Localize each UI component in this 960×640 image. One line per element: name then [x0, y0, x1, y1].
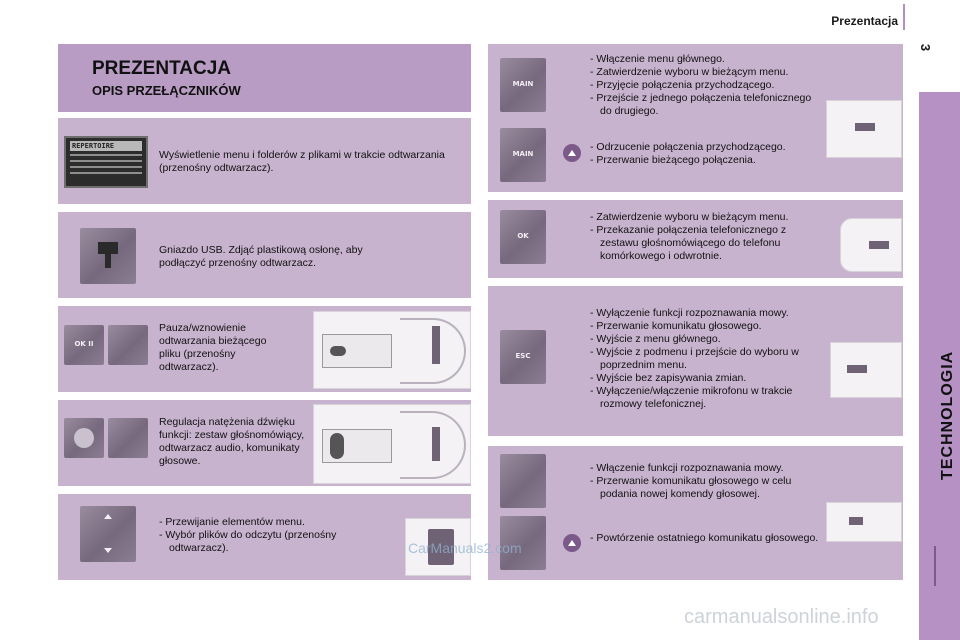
list-item: - Włączenie funkcji rozpoznawania mowy. [590, 462, 820, 475]
watermark-center: CarManuals2.com [408, 540, 522, 556]
scroll-description [159, 516, 389, 555]
voice-description-b [590, 532, 820, 545]
volume-diagram [313, 404, 471, 484]
pause-description: Pauza/wznowienie odtwarzania bieżącego pliku (przenośny odtwarzacz). [159, 322, 267, 373]
list-item: - Przewijanie elementów menu. [159, 516, 389, 529]
page-subtitle: OPIS PRZEŁĄCZNIKÓW [92, 83, 241, 98]
volume-description: Regulacja natężenia dźwięku funkcji: zestaw głośnomówiący, odtwarzacz audio, komunikaty głosowe. [159, 416, 305, 467]
list-item: - Przerwanie bieżącego połączenia. [590, 154, 820, 167]
ok-description [590, 211, 820, 263]
usb-icon [98, 242, 118, 254]
volume-knob-thumb [64, 418, 104, 458]
esc-keypad-diagram [830, 342, 902, 398]
list-item: - Zatwierdzenie wyboru w bieżącym menu. [590, 66, 820, 79]
down-arrow-icon [104, 548, 112, 553]
voice-keypad-diagram [826, 502, 902, 542]
ok-keypad-diagram [840, 218, 902, 272]
watermark-bottom: carmanualsonline.info [684, 606, 879, 628]
display-screen-header: REPERTOIRE [70, 141, 142, 151]
list-item: - Wyjście z podmenu i przejście do wyboru w poprzednim menu. [590, 346, 820, 372]
esc-button-thumb[interactable]: ESC [500, 330, 546, 384]
list-item: - Przerwanie komunikatu głosowego. [590, 320, 820, 333]
sidebar-line [934, 546, 936, 586]
ok-pause-button[interactable]: OK II [64, 325, 104, 365]
usb-description: Gniazdo USB. Zdjąć plastikową osłonę, aby podłączyć przenośny odtwarzacz. [159, 244, 363, 269]
voice-icon [563, 534, 581, 552]
page-number: 3 [918, 43, 934, 52]
header-divider [903, 4, 905, 30]
main-description-a [590, 53, 820, 118]
main-keypad-diagram [826, 100, 902, 158]
list-item: - Przerwanie komunikatu głosowego w celu podania nowej komendy głosowej. [590, 475, 820, 501]
list-item: - Wyłączenie funkcji rozpoznawania mowy. [590, 307, 820, 320]
scroll-buttons[interactable] [80, 506, 136, 562]
list-item: - Wybór plików do odczytu (przenośny odtwarzacz). [159, 529, 389, 555]
list-item: - Wyjście z menu głównego. [590, 333, 820, 346]
list-item: - Przekazanie połączenia telefonicznego z zestawu głośnomówiącego do telefonu komórkowego i odwrotnie. [590, 224, 820, 263]
ok-button-thumb[interactable]: OK [500, 210, 546, 264]
list-item: - Odrzucenie połączenia przychodzącego. [590, 141, 820, 154]
list-item: - Przyjęcie połączenia przychodzącego. [590, 79, 820, 92]
list-item: - Włączenie menu głównego. [590, 53, 820, 66]
voice-button-thumb-1[interactable] [500, 454, 546, 508]
list-item: - Wyłączenie/włączenie mikrofonu w trakcie rozmowy telefonicznej. [590, 385, 820, 411]
pause-diagram [313, 311, 471, 389]
display-screen [64, 136, 148, 188]
list-item: - Zatwierdzenie wyboru w bieżącym menu. [590, 211, 820, 224]
esc-description [590, 307, 820, 411]
section-title: Prezentacja [831, 14, 898, 28]
voice-icon [563, 144, 581, 162]
usb-port [80, 228, 136, 284]
list-item: - Powtórzenie ostatniego komunikatu głosowego. [590, 532, 820, 545]
up-arrow-icon [104, 514, 112, 519]
list-item: - Wyjście bez zapisywania zmian. [590, 372, 820, 385]
main-button-thumb-1[interactable]: MAIN [500, 58, 546, 112]
list-item: - Przejście z jednego połączenia telefonicznego do drugiego. [590, 92, 820, 118]
display-screen-lines [70, 154, 142, 176]
volume-steering-thumb [108, 418, 148, 458]
main-description-b [590, 141, 820, 167]
main-button-thumb-2[interactable]: MAIN [500, 128, 546, 182]
page-title: PREZENTACJA [92, 58, 231, 79]
steering-control-thumb [108, 325, 148, 365]
display-description: Wyświetlenie menu i folderów z plikami w trakcie odtwarzania (przenośny odtwarzacz). [159, 149, 445, 174]
voice-description-a [590, 462, 820, 501]
